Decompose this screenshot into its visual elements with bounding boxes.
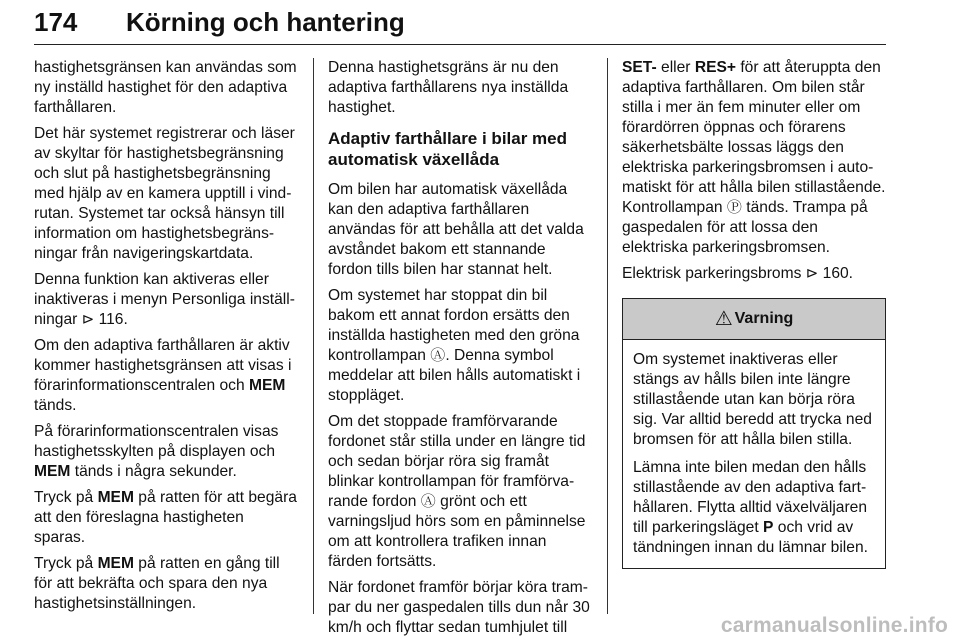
- paragraph: Om den adaptiva farthållaren är aktiv kommer hastighetsgränsen att visas i förarinformationscentralen och MEM tänds.: [34, 337, 292, 414]
- paragraph: Elektrisk parkeringsbroms ⊳ 160.: [622, 265, 854, 282]
- reference-arrow-icon: ⊳: [81, 311, 95, 328]
- mem-label: MEM: [97, 555, 134, 572]
- paragraph: Lämna inte bilen medan den hålls stillastående av den adaptiva farthållaren. Flytta alltid växelväljaren till parkeringsläget P och vrid av tändningen innan du lämnar bilen.: [633, 459, 868, 556]
- watermark: carmanualsonline.info: [720, 614, 948, 637]
- paragraph: Tryck på MEM på ratten en gång till för att bekräfta och spara den nya hastighetsinställningen.: [34, 555, 280, 612]
- mem-label: MEM: [34, 463, 71, 480]
- parking-brake-lamp-icon: Ⓟ: [726, 199, 742, 216]
- warning-body: [623, 340, 885, 568]
- page-reference[interactable]: 116.: [98, 311, 128, 328]
- page-header: [34, 4, 886, 45]
- warning-title: Varning: [734, 310, 794, 327]
- warning-triangle-icon: ⚠: [714, 308, 733, 330]
- page-reference[interactable]: 160.: [822, 265, 854, 282]
- warning-box: [622, 298, 886, 569]
- paragraph: Denna funktion kan aktiveras eller inaktiveras i menyn Personliga inställningar ⊳ 116.: [34, 271, 295, 328]
- vehicle-ahead-lamp-icon: Ⓐ: [420, 493, 436, 510]
- paragraph: Om det stoppade framförvarande fordonet står stilla under en längre tid och sedan börjar röra sig framåt blinkar kontrollampan för framförvarande fordon Ⓐ grönt och ett varningsljud hörs som en påminnelse om att kontrollera trafiken innan färden fortsätts.: [328, 413, 586, 570]
- hold-lamp-icon: Ⓐ: [430, 347, 446, 364]
- paragraph: Tryck på MEM på ratten för att begära att den föreslagna hastigheten sparas.: [34, 489, 297, 546]
- page-number: 174: [34, 7, 78, 37]
- paragraph: På förarinformationscentralen visas hastighetsskylten på displayen och MEM tänds i några sekunder.: [34, 423, 279, 480]
- column-3: [622, 58, 886, 569]
- paragraph: Om bilen har automatisk växellåda kan den adaptiva farthållaren användas för att behålla att det valda avståndet bakom ett stannande fordon tills bilen har stannat helt.: [328, 181, 584, 278]
- column-2: [328, 58, 592, 644]
- warning-header: [623, 299, 885, 340]
- paragraph: Det här systemet registrerar och läser av skyltar för hastighetsbegränsning och slut på hastighetsbegränsning med hjälp av en kamera upptill i vindrutan. Systemet tar också hänsyn till information om hastighetsbegränsningar från navigeringskartdata.: [34, 125, 295, 262]
- paragraph: hastighetsgränsen kan användas som ny inställd hastighet för den adaptiva farthållaren.: [34, 59, 297, 116]
- chapter-title: Körning och hantering: [126, 7, 405, 37]
- paragraph: Om systemet inaktiveras eller stängs av hålls bilen inte längre stillastående utan kan börja röra sig. Var alltid beredd att trycka ned bromsen för att hålla bilen stilla.: [633, 351, 872, 448]
- reference-arrow-icon: ⊳: [805, 265, 819, 282]
- paragraph: När fordonet framför börjar köra trampar du ner gaspedalen tills dun når 30 km/h och flyttar sedan tumhjulet till: [328, 579, 590, 636]
- column-divider: [313, 58, 314, 614]
- paragraph: Om systemet har stoppat din bil bakom ett annat fordon ersätts den inställda hastigheten med den gröna kontrollampan Ⓐ. Denna symbol meddelar att bilen hålls automatiskt i stoppläget.: [328, 287, 581, 404]
- paragraph: Denna hastighetsgräns är nu den adaptiva farthållarens nya inställda hastighet.: [328, 59, 569, 116]
- column-divider: [607, 58, 608, 614]
- mem-label: MEM: [97, 489, 134, 506]
- column-1: [34, 58, 298, 620]
- mem-label: MEM: [248, 377, 286, 394]
- section-heading: Adaptiv farthållare i bilar med automatisk växellåda: [328, 129, 568, 169]
- paragraph: SET- eller RES+ för att återuppta den adaptiva farthållaren. Om bilen står stilla i mer än fem minuter eller om förardörren öppnas och förarens säkerhetsbälte lossas läggs den elektriska parkeringsbromsen i automatiskt för att hålla bilen stillastående. Kontrollampan Ⓟ tänds. Trampa på gaspedalen för att lossa den elektriska parkeringsbromsen.: [622, 59, 886, 256]
